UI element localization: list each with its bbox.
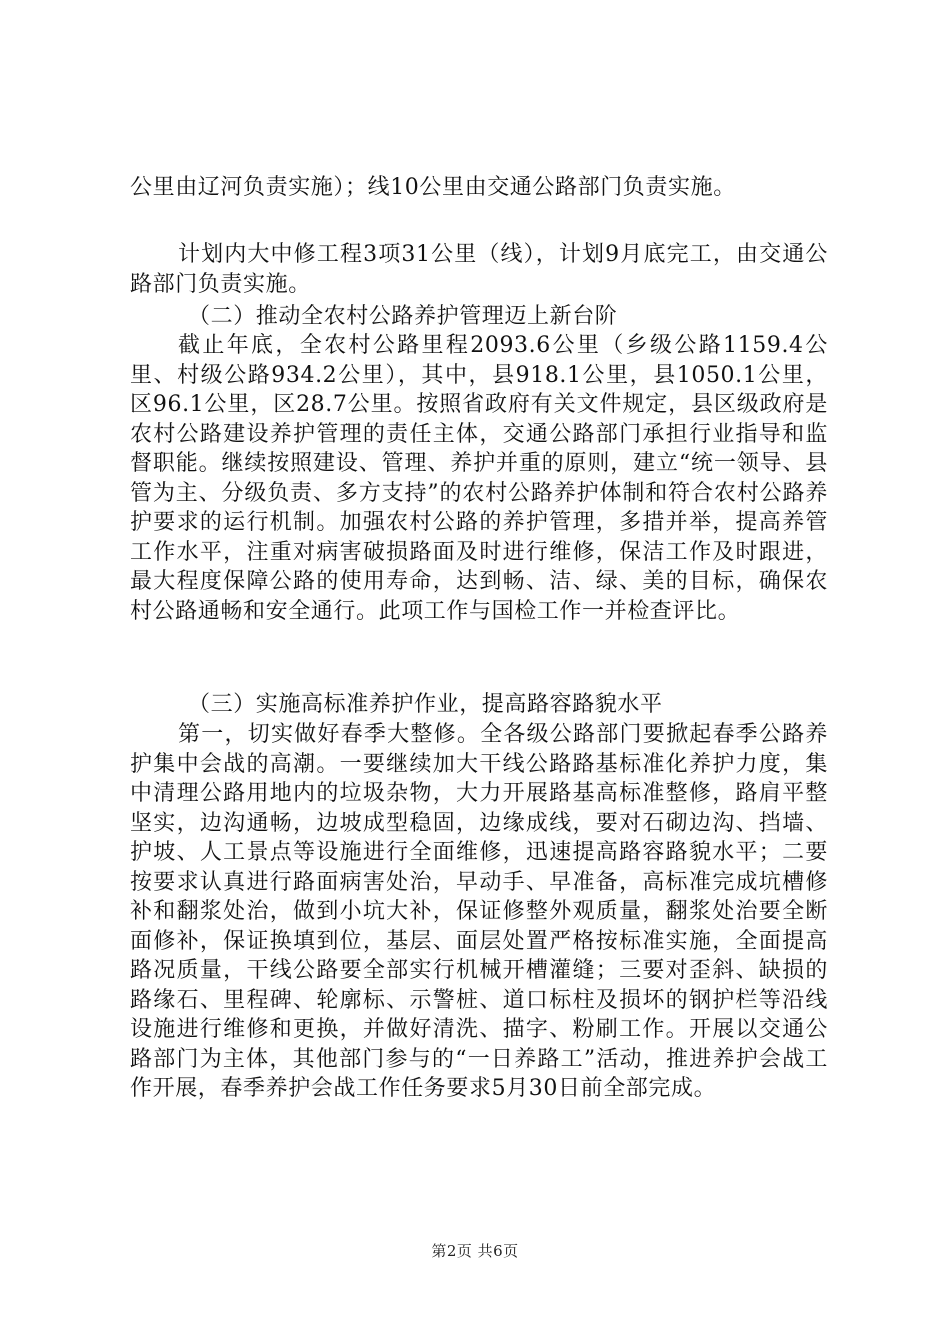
- page-number: 第2页 共6页: [431, 1242, 519, 1260]
- paragraph-repair-plan: 计划内大中修工程3项31公里（线），计划9月底完工，由交通公路部门负责实施。: [130, 242, 828, 297]
- paragraph-continuation: 公里由辽河负责实施）；线10公里由交通公路部门负责实施。: [130, 175, 736, 200]
- paragraph-rural-roads: 截止年底，全农村公路里程2093.6公里（乡级公路1159.4公里、村级公路934.2公里），其中，县918.1公里，县1050.1公里，区96.1公里，区28.7公里。按照省政府有关文件规定，县区级政府是农村公路建设养护管理的责任主体，交通公路部门承担行业指导和监督职能。继续按照建设、管理、养护并重的原则，建立“统一领导、县管为主、分级负责、多方支持”的农村公路养护体制和符合农村公路养护要求的运行机制。加强农村公路的养护管理，多措并举，提高养管工作水平，注重对病害破损路面及时进行维修，保洁工作及时跟进，最大程度保障公路的使用寿命，达到畅、洁、绿、美的目标，确保农村公路通畅和安全通行。此项工作与国检工作一并检查评比。: [130, 333, 828, 624]
- section-heading-2: （二）推动全农村公路养护管理迈上新台阶: [188, 304, 618, 329]
- section-heading-3: （三）实施高标准养护作业，提高路容路貌水平: [188, 692, 663, 717]
- paragraph-spring-repair: 第一，切实做好春季大整修。全各级公路部门要掀起春季公路养护集中会战的高潮。一要继续加大干线公路路基标准化养护力度，集中清理公路用地内的垃圾杂物，大力开展路基高标准整修，路肩平整坚实，边沟通畅，边坡成型稳固，边缘成线，要对石砌边沟、挡墙、护坡、人工景点等设施进行全面维修，迅速提高路容路貌水平；二要按要求认真进行路面病害处治，早动手、早准备，高标准完成坑槽修补和翻浆处治，做到小坑大补，保证修整外观质量，翻浆处治要全断面修补，保证换填到位，基层、面层处置严格按标准实施，全面提高路况质量，干线公路要全部实行机械开槽灌缝；三要对歪斜、缺损的路缘石、里程碑、轮廓标、示警桩、道口标柱及损坏的钢护栏等沿线设施进行维修和更换，并做好清洗、描字、粉刷工作。开展以交通公路部门为主体，其他部门参与的“一日养路工”活动，推进养护会战工作开展，春季养护会战工作任务要求5月30日前全部完成。: [130, 722, 828, 1101]
